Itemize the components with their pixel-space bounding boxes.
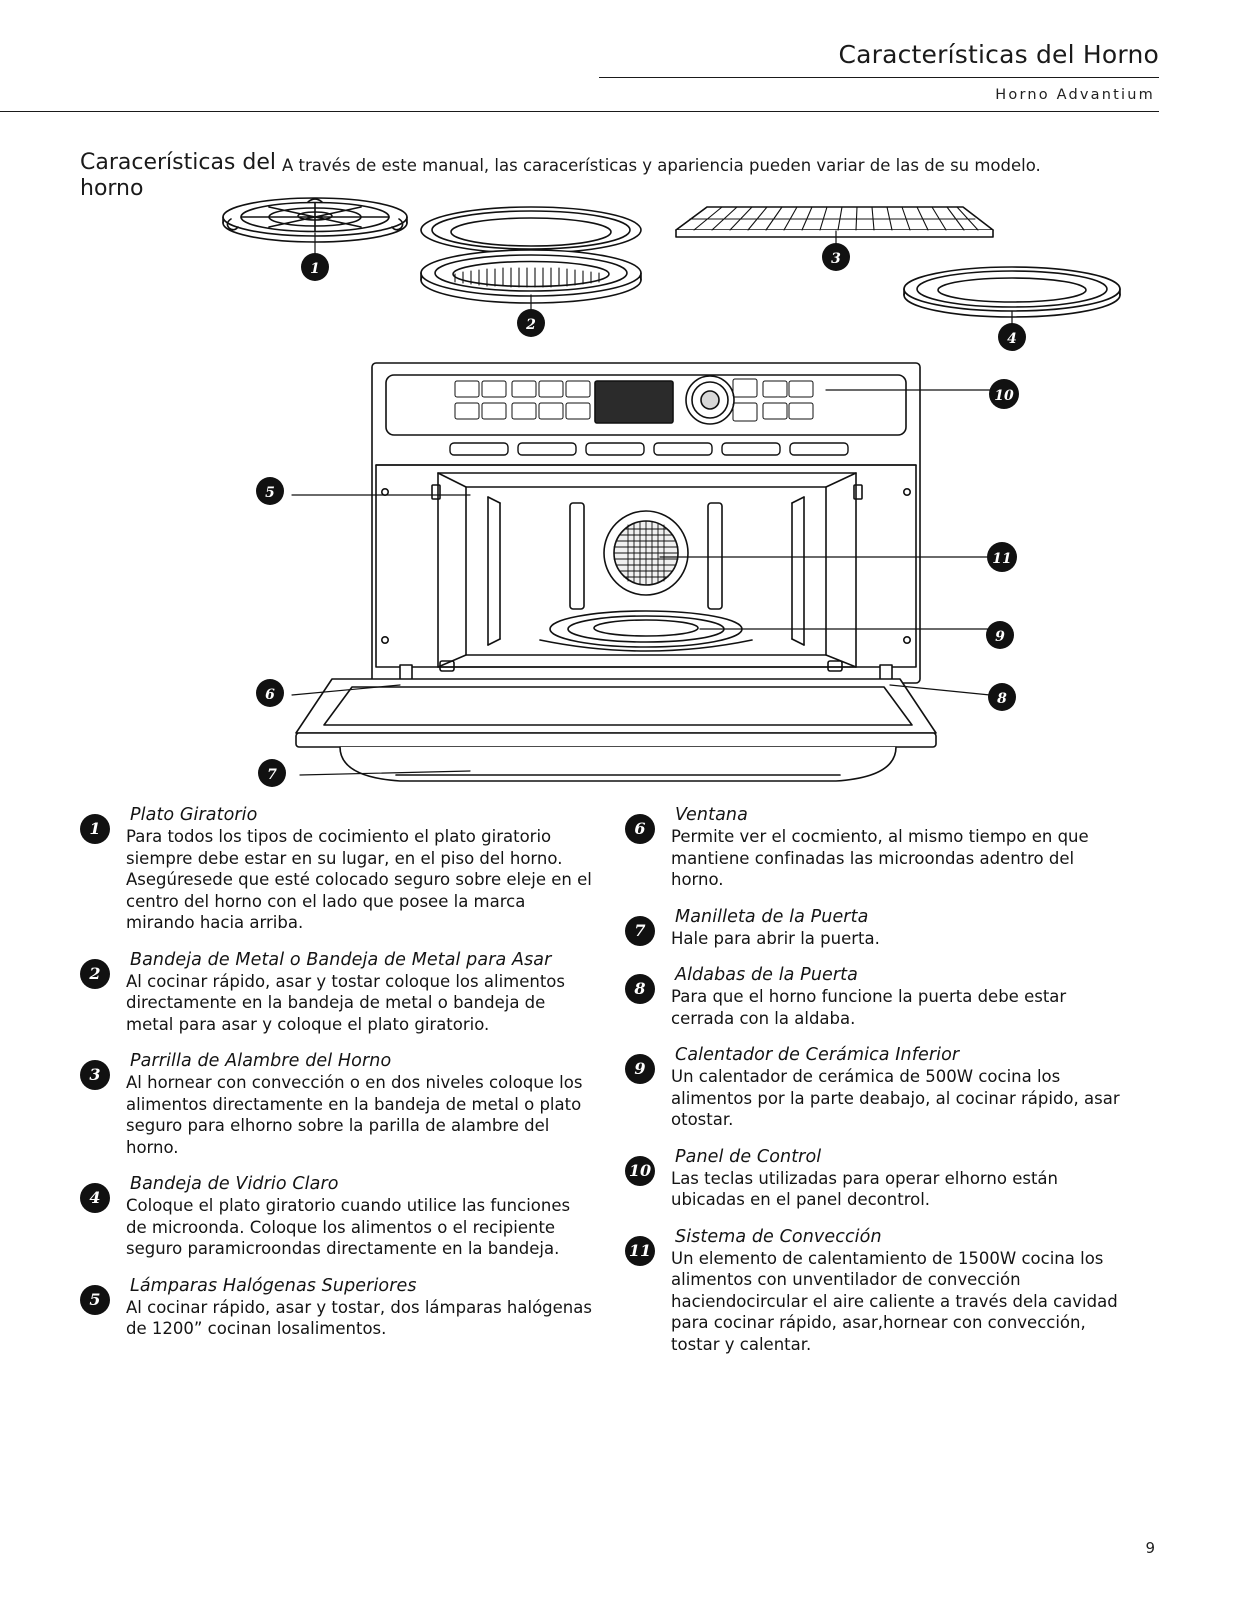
legend-title-11: Sistema de Convección (675, 1226, 882, 1247)
legend-bullet-4: 4 (80, 1183, 110, 1213)
legend-bullet-1: 1 (80, 814, 110, 844)
svg-text:4: 4 (1007, 331, 1017, 347)
legend-body-2: Al cocinar rápido, asar y tostar coloque los alimentos directamente en la bandeja de metal o bandeja de metal para asar y coloque el plato giratorio. (126, 971, 565, 1034)
legend-title-3: Parrilla de Alambre del Horno (130, 1051, 392, 1071)
legend-title-4: Bandeja de Vidrio Claro (130, 1174, 339, 1194)
legend-body-6: Permite ver el cocmiento, al mismo tiempo en que mantiene confinadas las microondas adentro del horno. (671, 827, 1089, 889)
callout-11 (987, 542, 1017, 572)
callout-10 (989, 379, 1019, 409)
callout-9 (986, 621, 1014, 649)
list-item (75, 1174, 595, 1260)
svg-text:1: 1 (310, 261, 320, 277)
list-item (620, 1045, 1130, 1131)
header-divider-bottom (0, 111, 1159, 112)
legend-bullet-5: 5 (80, 1285, 110, 1315)
header-subtitle: Horno Advantium (995, 87, 1155, 103)
legend-body-11: Un elemento de calentamiento de 1500W cocina los alimentos con unventilador de convección haciendocircular el aire caliente a través dela cavidad para cocinar rápido, asar,hornear con convección, tostar y calentar. (671, 1248, 1118, 1354)
legend-title-10: Panel de Control (675, 1146, 822, 1167)
legend-bullet-10: 10 (625, 1156, 655, 1186)
part-wire-rack (676, 207, 993, 237)
part-metal-tray-upper (421, 207, 641, 253)
page-title: Características del Horno (838, 40, 1159, 69)
list-item (75, 1051, 595, 1158)
legend-body-3: Al hornear con convección o en dos niveles coloque los alimentos directamente en la bandeja de metal o plato seguro para elhorno sobre la parilla de alambre del horno. (126, 1073, 583, 1157)
callout-1 (301, 253, 329, 281)
part-oven-body (296, 363, 936, 781)
callout-7 (258, 759, 286, 787)
list-item (620, 1227, 1130, 1356)
page-header (599, 40, 1159, 111)
legend-title-6: Ventana (675, 805, 748, 825)
legend-body-4: Coloque el plato giratorio cuando utilice las funciones de microonda. Coloque los alimentos o el recipiente seguro paramicroondas directamente en la bandeja. (126, 1196, 571, 1258)
list-item (620, 965, 1130, 1029)
legend-bullet-2: 2 (80, 959, 110, 989)
callout-8 (988, 683, 1016, 711)
svg-text:8: 8 (997, 691, 1007, 707)
features-legend (0, 805, 1237, 1505)
callout-4 (998, 323, 1026, 351)
list-item (75, 805, 595, 934)
legend-title-8: Aldabas de la Puerta (675, 965, 858, 985)
callout-3 (822, 243, 850, 271)
list-item (75, 1276, 595, 1340)
legend-title-2: Bandeja de Metal o Bandeja de Metal para Asar (130, 949, 552, 970)
svg-text:7: 7 (267, 767, 277, 783)
callout-2 (517, 309, 545, 337)
legend-column-right (620, 805, 1130, 1371)
oven-diagram-svg (0, 185, 1237, 800)
svg-text:6: 6 (265, 687, 275, 703)
legend-bullet-7: 7 (625, 916, 655, 946)
svg-text:9: 9 (995, 629, 1005, 645)
legend-title-9: Calentador de Cerámica Inferior (675, 1045, 960, 1065)
legend-body-7: Hale para abrir la puerta. (671, 928, 880, 948)
list-item (620, 805, 1130, 891)
svg-text:3: 3 (831, 251, 841, 267)
part-glass-tray (904, 267, 1120, 317)
callout-5 (256, 477, 284, 505)
legend-body-10: Las teclas utilizadas para operar elhorno están ubicadas en el panel decontrol. (671, 1168, 1058, 1209)
legend-title-7: Manilleta de la Puerta (675, 906, 869, 927)
page-number: 9 (1145, 1539, 1155, 1557)
legend-body-8: Para que el horno funcione la puerta debe estar cerrada con la aldaba. (671, 987, 1067, 1028)
legend-bullet-3: 3 (80, 1060, 110, 1090)
svg-text:2: 2 (526, 317, 536, 333)
legend-title-1: Plato Giratorio (130, 805, 258, 825)
legend-title-5: Lámparas Halógenas Superiores (130, 1275, 417, 1296)
list-item (620, 907, 1130, 950)
legend-column-left (75, 805, 595, 1356)
svg-text:5: 5 (265, 485, 275, 501)
section-note: A través de este manual, las caracerísticas y apariencia pueden variar de las de su modelo. (282, 156, 1041, 175)
oven-illustration (0, 185, 1237, 800)
svg-text:10: 10 (994, 388, 1014, 404)
legend-bullet-8: 8 (625, 974, 655, 1004)
legend-bullet-6: 6 (625, 814, 655, 844)
list-item (75, 950, 595, 1036)
callout-6 (256, 679, 284, 707)
legend-bullet-9: 9 (625, 1054, 655, 1084)
legend-body-1: Para todos los tipos de cocimiento el plato giratorio siempre debe estar en su lugar, en el piso del horno. Asegúresede que esté colocado seguro sobre eleje en el centro del horno con el lado que posee la marca mirando hacia arriba. (126, 827, 592, 932)
legend-body-9: Un calentador de cerámica de 500W cocina los alimentos por la parte deabajo, al cocinar rápido, asar otostar. (671, 1067, 1120, 1129)
svg-text:11: 11 (992, 551, 1012, 567)
section-title: Caracerísticas del horno (80, 150, 277, 201)
legend-body-5: Al cocinar rápido, asar y tostar, dos lámparas halógenas de 1200” cocinan losalimentos. (126, 1297, 592, 1338)
legend-bullet-11: 11 (625, 1236, 655, 1266)
list-item (620, 1147, 1130, 1211)
